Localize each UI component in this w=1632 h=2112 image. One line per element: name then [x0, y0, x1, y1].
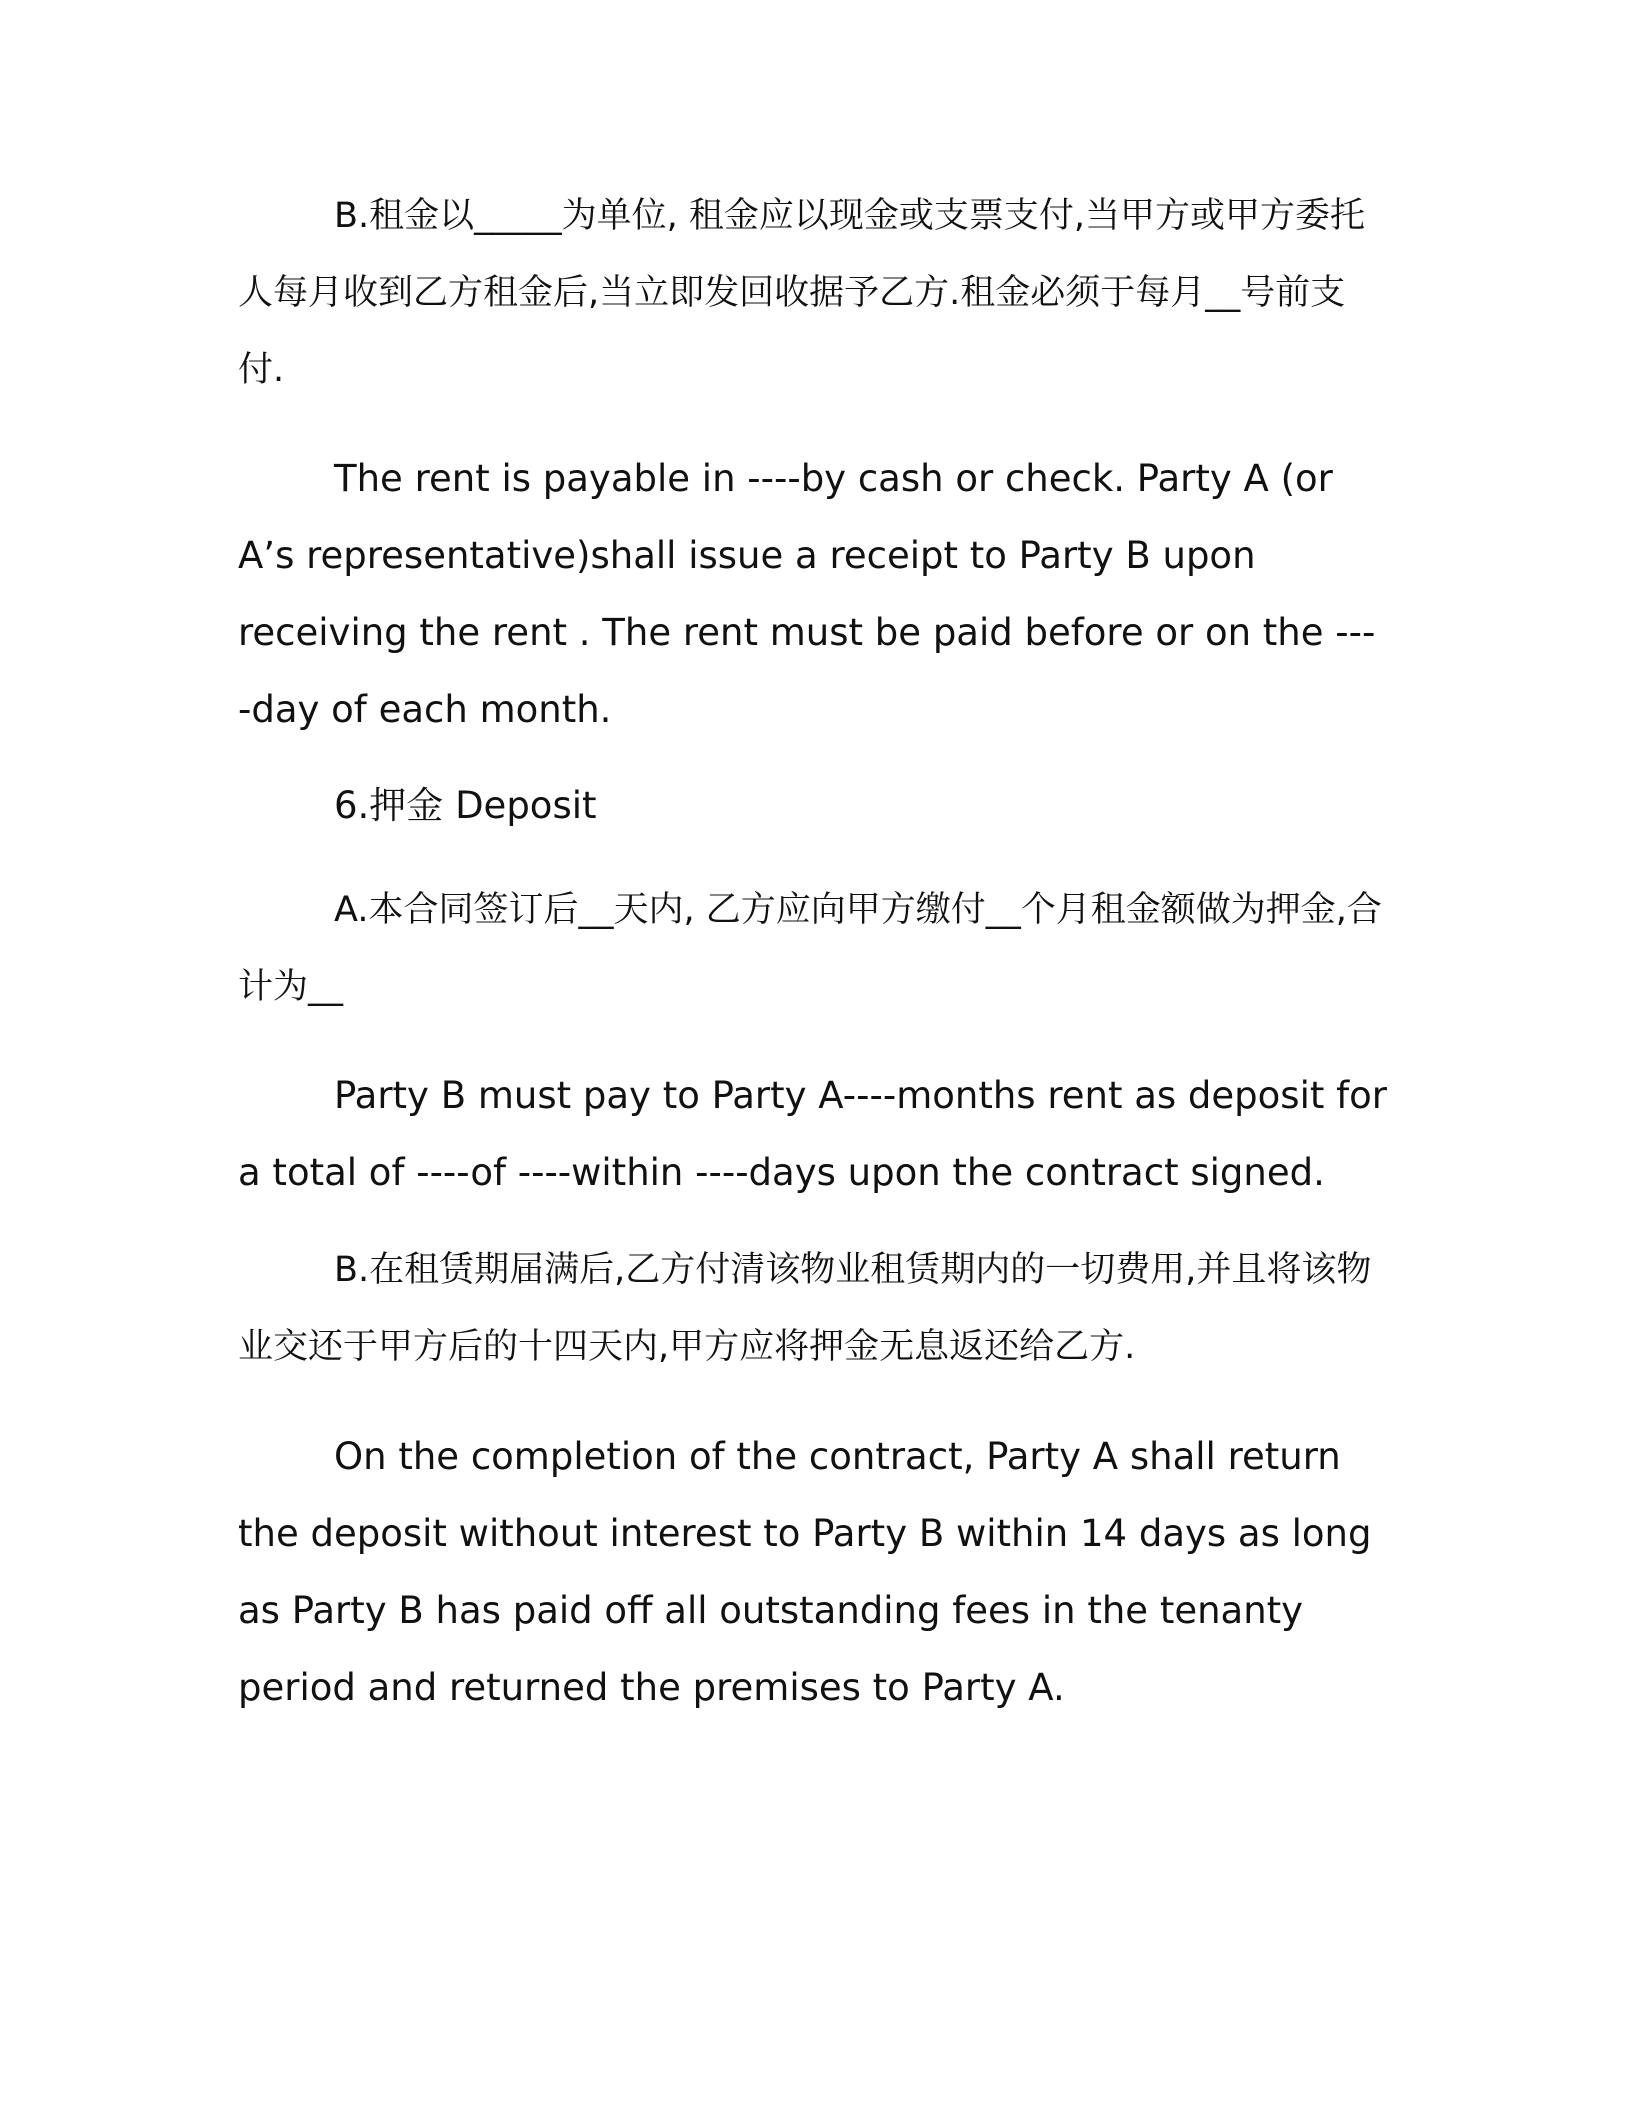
paragraph-deposit-b-zh: B.在租赁期届满后,乙方付清该物业租赁期内的一切费用,并且将该物业交还于甲方后的十四天内,甲方应将押金无息返还给乙方.	[238, 1250, 1372, 1367]
paragraph-rent-payment-zh: B.租金以_____为单位, 租金应以现金或支票支付,当甲方或甲方委托人每月收到乙方租金后,当立即发回收据予乙方.租金必须于每月__号前支付.	[238, 196, 1366, 390]
paragraph-deposit-a-zh: A.本合同签订后__天内, 乙方应向甲方缴付__个月租金额做为押金,合计为__	[238, 890, 1382, 1007]
section-heading-deposit: 6.押金 Deposit	[334, 784, 597, 827]
paragraph-rent-payment-en: The rent is payable in ----by cash or check. Party A (or A’s representative)shall issue a receipt to Party B upon receiving the rent . The rent must be paid before or on the ----day of each month.	[238, 457, 1376, 731]
paragraph-deposit-a-en: Party B must pay to Party A----months rent as deposit for a total of ----of ----within ----days upon the contract signed.	[238, 1074, 1388, 1194]
paragraph-deposit-b-en: On the completion of the contract, Party A shall return the deposit without interest to Party B within 14 days as long as Party B has paid off all outstanding fees in the tenanty period and returned the premises to Party A.	[238, 1435, 1372, 1709]
